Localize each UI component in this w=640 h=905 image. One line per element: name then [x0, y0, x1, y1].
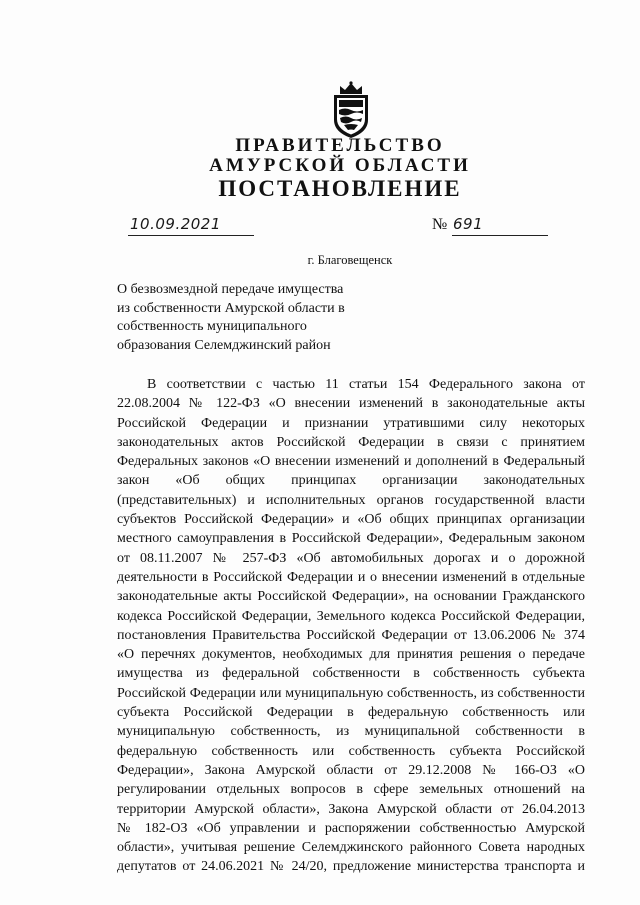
body-line: постановления Правительства Российской Федерации от 13.06.2006 № 374: [117, 627, 585, 643]
body-line: В соответствии с частью 11 статьи 154 Федерального закона от: [147, 377, 585, 392]
document-number-label: №: [432, 216, 448, 233]
body-line: 22.08.2004 № 122-ФЗ «О внесении изменений в законодательные акты: [117, 396, 585, 412]
body-line: области», учитывая решение Селемджинского районного Совета народных: [117, 840, 585, 856]
body-line: законодательные акты Российской Федерации», на основании Гражданского: [117, 589, 585, 605]
body-line: имущества из федеральной собственности в собственность субъекта: [117, 666, 585, 682]
document-body: [117, 375, 585, 877]
organization-name-line-1: ПРАВИТЕЛЬСТВО: [235, 135, 445, 156]
body-line: кодекса Российской Федерации, Земельного кодекса Российской Федерации,: [117, 608, 585, 624]
subject-line: из собственности Амурской области в: [117, 300, 345, 316]
body-line: территории Амурской области», Закона Амурской области от 26.04.2013: [117, 801, 585, 817]
body-line: от 08.11.2007 № 257-ФЗ «Об автомобильных дорогах и о дорожной: [117, 550, 585, 566]
body-line: муниципальную собственность, из муниципальной собственности в: [117, 724, 585, 740]
body-line: (представительных) и исполнительных органов государственной власти: [117, 492, 585, 508]
document-city: г. Благовещенск: [307, 253, 393, 267]
body-line: Российской Федерации и признании утратившими силу некоторых: [117, 415, 585, 431]
body-line: Федеральных законов «О внесении изменений и дополнений в Федеральный: [117, 454, 585, 470]
body-line: Российской Федерации или муниципальную собственность, из собственности: [117, 685, 585, 701]
document-subject: [117, 281, 417, 355]
body-line: регулировании отдельных вопросов в сфере земельных отношений на: [117, 782, 585, 798]
body-line: закон «Об общих принципах организации законодательных: [117, 473, 585, 489]
body-line: федеральную собственность или собственность субъекта Российской: [117, 743, 585, 759]
document-number-field: [452, 217, 548, 236]
body-line: депутатов от 24.06.2021 № 24/20, предложение министерства транспорта и: [117, 859, 585, 875]
coat-of-arms-icon: [326, 80, 376, 140]
subject-line: собственность муниципального: [117, 319, 307, 334]
subject-line: образования Селемджинский район: [117, 337, 331, 353]
body-line: «О перечнях документов, необходимых для принятия решения о передаче: [117, 647, 585, 663]
body-line: субъектов Российской Федерации» и «Об общих принципах организации: [117, 512, 585, 528]
body-line: Федерации», Закона Амурской области от 29.12.2008 № 166-ОЗ «О: [117, 762, 585, 778]
document-number: 691: [453, 215, 484, 233]
document-date: 10.09.2021: [130, 215, 221, 233]
body-line: законодательных актов Российской Федерации в связи с принятием: [117, 434, 585, 450]
document-type-title: ПОСТАНОВЛЕНИЕ: [218, 176, 462, 201]
body-line: № 182-ОЗ «Об управлении и распоряжении собственностью Амурской: [117, 820, 585, 836]
organization-name-line-2: АМУРСКОЙ ОБЛАСТИ: [209, 155, 471, 176]
body-line: субъекта Российской Федерации в федеральную собственность или: [117, 705, 585, 721]
subject-line: О безвозмездной передаче имущества: [117, 282, 344, 297]
body-line: местного самоуправления в Российской Федерации», Федеральным законом: [117, 531, 585, 547]
body-line: деятельности в Российской Федерации и о внесении изменений в отдельные: [117, 569, 585, 585]
document-date-field: [128, 217, 254, 236]
